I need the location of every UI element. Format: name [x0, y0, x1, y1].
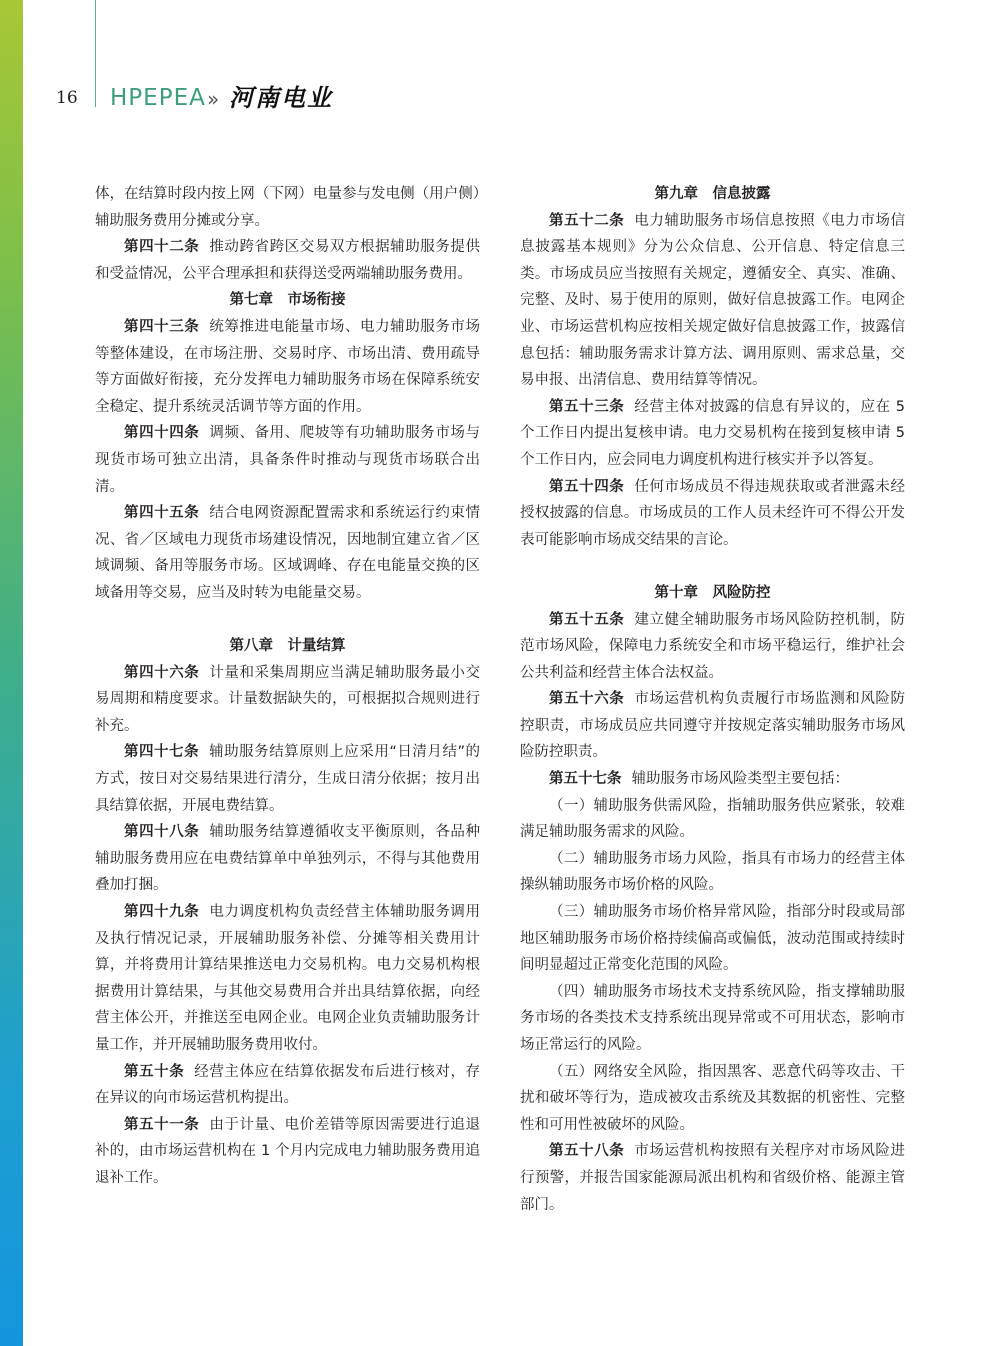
article-text: 任何市场成员不得违规获取或者泄露未经授权披露的信息。市场成员的工作人员未经许可不得公开发表可能影响市场成交结果的言论。 [520, 478, 906, 548]
article-number: 第四十七条 [124, 744, 200, 761]
section-spacer [520, 553, 905, 580]
article-number: 第五十二条 [549, 212, 625, 229]
article-number: 第五十四条 [549, 478, 625, 495]
right-text-column [520, 181, 905, 1218]
chapter-heading: 第八章 计量结算 [229, 638, 346, 655]
article-number: 第五十一条 [124, 1116, 200, 1133]
article-paragraph [95, 819, 480, 899]
article-paragraph [520, 607, 905, 687]
article-number: 第五十三条 [549, 398, 625, 415]
article-text: 体，在结算时段内按上网（下网）电量参与发电侧（用户侧）辅助服务费用分摊或分享。 [95, 186, 480, 229]
article-paragraph [95, 500, 480, 606]
article-paragraph [95, 660, 480, 740]
article-paragraph [95, 739, 480, 819]
article-number: 第四十五条 [124, 505, 200, 522]
article-number: 第五十五条 [549, 611, 625, 628]
section-spacer [95, 607, 480, 634]
article-paragraph [520, 899, 905, 979]
article-text: （一）辅助服务供需风险，指辅助服务供应紧张，较难满足辅助服务需求的风险。 [520, 797, 905, 841]
article-paragraph [520, 474, 905, 554]
article-paragraph [520, 1138, 905, 1218]
article-number: 第四十四条 [124, 425, 200, 442]
chapter-heading: 第七章 市场衔接 [229, 292, 346, 309]
article-paragraph [520, 686, 905, 766]
article-number: 第四十九条 [124, 904, 200, 921]
article-number: 第五十七条 [549, 771, 622, 788]
article-number: 第五十条 [124, 1063, 185, 1080]
article-paragraph [95, 234, 480, 287]
article-paragraph [520, 979, 905, 1059]
article-paragraph [520, 208, 905, 394]
article-text: 统筹推进电能量市场、电力辅助服务市场等整体建设，在市场注册、交易时序、市场出清、费用疏导等方面做好衔接，充分发挥电力辅助服务市场在保障系统安全稳定、提升系统灵活调节等方面的作用。 [95, 318, 481, 415]
chevron-separator-icon: » [207, 87, 220, 111]
article-paragraph [520, 793, 905, 846]
header-divider [95, 0, 96, 107]
article-paragraph [520, 766, 905, 793]
article-paragraph [95, 1112, 480, 1192]
article-text: 电力调度机构负责经营主体辅助服务调用及执行情况记录，开展辅助服务补偿、分摊等相关费用计算，并将费用计算结果推送电力交易机构。电力交易机构根据费用计算结果，与其他交易费用合并出具结算依据，向经营主体公开，并推送至电网企业。电网企业负责辅助服务计量工作，并开展辅助服务费用收付。 [95, 904, 481, 1053]
article-text: 由于计量、电价差错等原因需要进行追退补的，由市场运营机构在 1 个月内完成电力辅助服务费用追退补工作。 [95, 1116, 481, 1186]
article-text: （四）辅助服务市场技术支持系统风险，指支撑辅助服务市场的各类技术支持系统出现异常或不可用状态，影响市场正常运行的风险。 [520, 983, 905, 1053]
article-number: 第五十六条 [549, 691, 625, 708]
article-paragraph [520, 394, 905, 474]
article-paragraph [95, 1059, 480, 1112]
article-text: 经营主体应在结算依据发布后进行核对，存在异议的向市场运营机构提出。 [95, 1063, 481, 1107]
page-number: 16 [56, 88, 78, 108]
article-text: 结合电网资源配置需求和系统运行约束情况、省／区域电力现货市场建设情况，因地制宜建立省／区域调频、备用等服务市场。区域调峰、存在电能量交换的区域备用等交易，应当及时转为电能量交易。 [95, 505, 481, 601]
article-text: （二）辅助服务市场力风险，指具有市场力的经营主体操纵辅助服务市场价格的风险。 [520, 850, 905, 894]
article-paragraph [95, 420, 480, 500]
article-text: （五）网络安全风险，指因黑客、恶意代码等攻击、干扰和破坏等行为，造成被攻击系统及其数据的机密性、完整性和可用性被破坏的风险。 [520, 1063, 905, 1133]
article-paragraph [95, 314, 480, 420]
brand-logo-chinese: 河南电业 [229, 83, 333, 112]
article-paragraph [520, 846, 905, 899]
article-number: 第四十八条 [124, 824, 200, 841]
article-paragraph [95, 181, 480, 234]
article-text: 辅助服务市场风险类型主要包括： [631, 771, 849, 788]
chapter-heading: 第十章 风险防控 [654, 584, 771, 601]
article-number: 第五十八条 [549, 1143, 625, 1160]
article-text: 计量和采集周期应当满足辅助服务最小交易周期和精度要求。计量数据缺失的，可根据拟合规则进行补充。 [95, 664, 481, 734]
article-text: 调频、备用、爬坡等有功辅助服务市场与现货市场可独立出清，具备条件时推动与现货市场联合出清。 [95, 425, 481, 495]
article-text: 辅助服务结算遵循收支平衡原则，各品种辅助服务费用应在电费结算单中单独列示，不得与其他费用叠加打捆。 [95, 824, 481, 894]
article-number: 第四十三条 [124, 318, 200, 335]
article-text: 电力辅助服务市场信息按照《电力市场信息披露基本规则》分为公众信息、公开信息、特定信息三类。市场成员应当按照有关规定，遵循安全、真实、准确、完整、及时、易于使用的原则，做好信息披露工作。电网企业、市场运营机构应按相关规定做好信息披露工作，披露信息包括：辅助服务需求计算方法、调用原则、需求总量，交易申报、出清信息、费用结算等情况。 [520, 212, 906, 389]
article-text: 经营主体对披露的信息有异议的，应在 5 个工作日内提出复核申请。电力交易机构在接到复核申请 5 个工作日内，应会同电力调度机构进行核实并予以答复。 [520, 398, 906, 468]
article-text: 市场运营机构负责履行市场监测和风险防控职责，市场成员应共同遵守并按规定落实辅助服务市场风险防控职责。 [520, 691, 906, 761]
article-number: 第四十六条 [124, 664, 200, 681]
article-text: 辅助服务结算原则上应采用“日清月结”的方式，按日对交易结果进行清分，生成日清分依据；按月出具结算依据，开展电费结算。 [95, 744, 480, 814]
article-text: （三）辅助服务市场价格异常风险，指部分时段或局部地区辅助服务市场价格持续偏高或偏低，波动范围或持续时间明显超过正常变化范围的风险。 [520, 904, 905, 974]
article-text: 推动跨省跨区交易双方根据辅助服务提供和受益情况，公平合理承担和获得送受两端辅助服务费用。 [95, 239, 481, 282]
brand-logo-latin: HPEPEA [110, 85, 206, 111]
left-text-column [95, 181, 480, 1192]
article-paragraph [95, 899, 480, 1059]
article-text: 市场运营机构按照有关程序对市场风险进行预警，并报告国家能源局派出机构和省级价格、能源主管部门。 [520, 1143, 906, 1213]
left-gradient-bar [0, 0, 23, 1346]
chapter-heading: 第九章 信息披露 [654, 186, 771, 202]
article-paragraph [520, 1059, 905, 1139]
article-number: 第四十二条 [124, 239, 200, 256]
article-text: 建立健全辅助服务市场风险防控机制，防范市场风险，保障电力系统安全和市场平稳运行，维护社会公共利益和经营主体合法权益。 [520, 611, 906, 681]
